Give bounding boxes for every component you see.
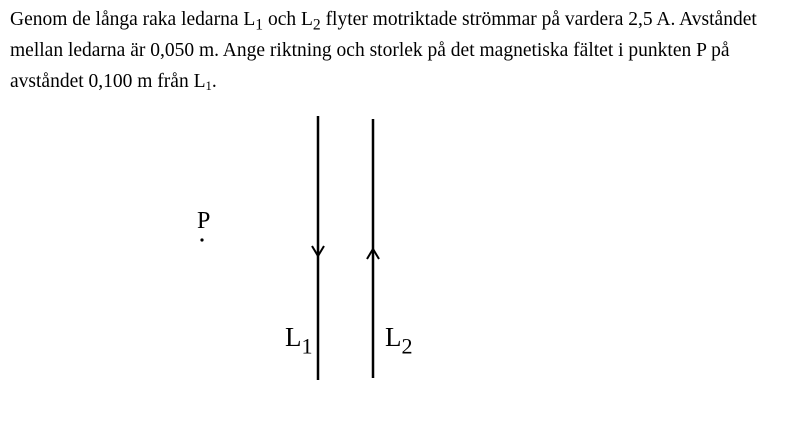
reference-letter: L	[193, 71, 206, 92]
conductor-1-index: 1	[255, 16, 264, 34]
conductor-2-label-index: 2	[401, 333, 413, 359]
conductor-2-letter: L	[300, 9, 313, 30]
reference-index: 1	[205, 79, 212, 94]
problem-period: .	[211, 71, 217, 92]
conductor-2-label	[385, 322, 413, 359]
problem-intro: Genom de långa raka ledarna	[10, 9, 244, 30]
problem-och: och	[263, 9, 301, 30]
point-p-label: P	[197, 208, 211, 234]
point-p-dot	[200, 238, 203, 241]
conductor-2-label-letter: L	[385, 322, 402, 352]
conductor-1-label-letter: L	[285, 322, 302, 352]
problem-body: flyter motriktade strömmar på vardera 2,5 A. Avståndet mellan ledarna är 0,050 m. Ange riktning och storlek på det magnetiska fältet i punkten P på avståndet 0,100 m från	[10, 9, 757, 92]
conductor-1-label	[285, 322, 313, 359]
conductor-1-label-index: 1	[301, 333, 313, 359]
conductor-1-letter: L	[243, 9, 256, 30]
conductor-2-index: 2	[312, 16, 321, 34]
